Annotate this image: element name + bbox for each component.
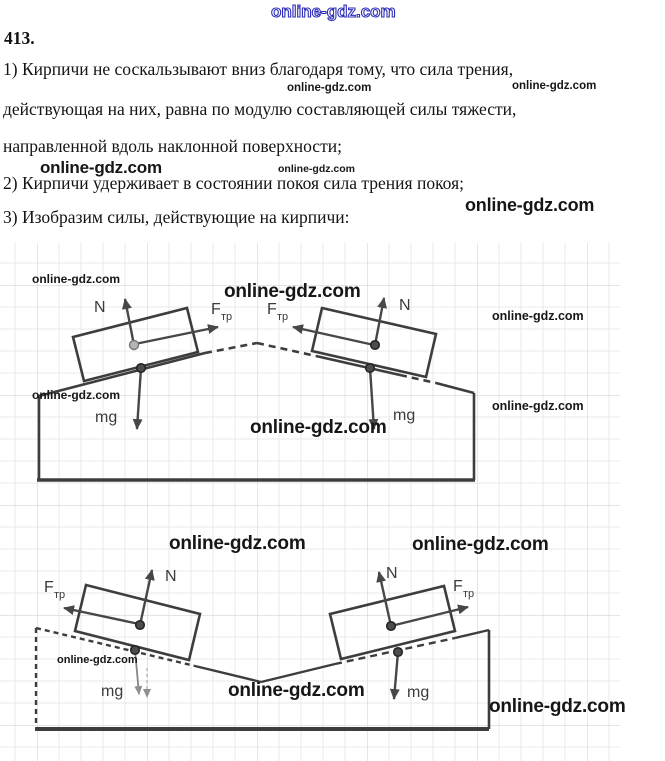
friction-force-subscript: тр [277,311,289,323]
solution-line-3: направленной вдоль наклонной поверхности; [3,136,342,156]
gravity-force-label: mg [101,683,124,700]
friction-force-subscript: тр [221,311,233,323]
center-of-mass-dot [371,341,380,350]
friction-force-subscript: тр [463,588,475,600]
normal-force-label: N [165,568,177,585]
watermark-text: online-gdz.com [492,399,584,413]
problem-number: 413. [4,28,35,48]
center-of-mass-dot [136,621,145,630]
watermark-text: online-gdz.com [224,281,361,302]
watermark-text: online-gdz.com [250,417,387,438]
friction-force-label: F [44,579,54,596]
watermark-text: online-gdz.com [32,388,120,402]
normal-force-label: N [386,565,398,582]
friction-force-subscript: тр [54,589,66,601]
solution-line-1: 1) Кирпичи не соскальзывают вниз благодаря тому, что сила трения, [3,59,514,79]
contact-point-dot [137,364,146,373]
contact-point-dot [366,364,375,373]
site-watermark-outline: online-gdz.com [271,2,396,21]
watermark-text: online-gdz.com [228,680,365,701]
watermark-text: online-gdz.com [57,654,138,666]
watermark-text: online-gdz.com [492,309,584,323]
friction-force-label: F [267,301,277,318]
center-of-mass-dot [387,622,396,631]
watermark-text: online-gdz.com [412,534,549,555]
gravity-force-label: mg [407,684,430,701]
contact-point-dot [394,648,403,657]
gravity-force-label: mg [95,409,118,426]
gravity-force-label: mg [393,407,416,424]
solution-line-4: 2) Кирпичи удерживает в состоянии покоя сила трения покоя; [3,173,465,193]
normal-force-label: N [94,299,106,316]
normal-force-label: N [399,297,411,314]
friction-force-label: F [453,578,463,595]
contact-point-dot [131,646,140,655]
watermark-text: online-gdz.com [40,158,162,177]
watermark-text: online-gdz.com [489,696,626,717]
solution-line-5: 3) Изобразим силы, действующие на кирпичи: [3,207,350,227]
watermark-text: online-gdz.com [169,533,306,554]
watermark-text: online-gdz.com [32,272,120,286]
watermark-text: online-gdz.com [278,163,355,175]
watermark-text: online-gdz.com [465,195,595,215]
watermark-text: online-gdz.com [287,82,372,94]
watermark-text: online-gdz.com [512,80,597,92]
center-of-mass-dot [130,341,139,350]
solution-line-2: действующая на них, равна по модулю составляющей силы тяжести, [3,99,517,119]
friction-force-label: F [211,301,221,318]
